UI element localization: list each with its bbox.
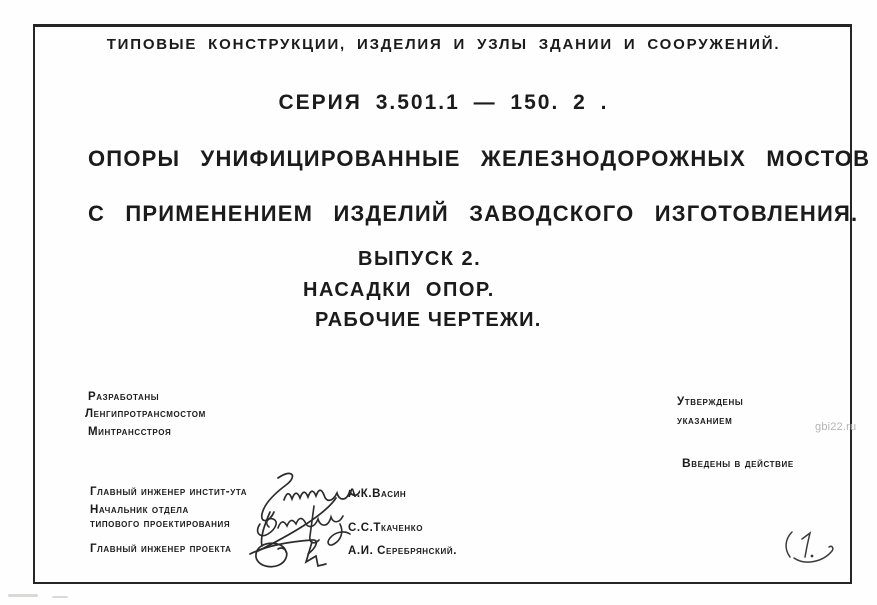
handwritten-page-number-icon (778, 524, 848, 566)
approved-label-line2: указанием (677, 415, 733, 427)
signatory-role-dept-head-line2: типового проектирования (90, 518, 231, 530)
subtitle-line2: РАБОЧИЕ ЧЕРТЕЖИ. (315, 309, 542, 331)
signatory-name-serebryansky: А.И. Серебрянский. (348, 545, 458, 557)
developed-by-org1: Ленгипротрансмостом (85, 408, 206, 420)
enacted-label: Введены в действие (682, 456, 794, 470)
signatory-role-dept-head-line1: Начальник отдела (90, 504, 189, 516)
subtitle-line1: НАСАДКИ ОПОР. (303, 279, 495, 301)
document-header-line: ТИПОВЫЕ КОНСТРУКЦИИ, ИЗДЕЛИЯ И УЗЛЫ ЗДАНИИ И СООРУЖЕНИЙ. (106, 36, 781, 53)
signatory-name-vasin: А.К.Васин (348, 488, 407, 500)
series-number-line: СЕРИЯ 3.501.1 — 150. 2 . (278, 91, 609, 114)
developed-by-org2: Минтрансстроя (88, 426, 172, 438)
signature-serebryansky-icon (246, 534, 346, 576)
issue-number-line: ВЫПУСК 2. (358, 248, 482, 270)
developed-by-label: Разработаны (88, 391, 160, 403)
scan-smudge (52, 596, 68, 598)
signatory-role-chief-project-engineer: Главный инженер проекта (90, 543, 232, 555)
document-title-line2: С ПРИМЕНЕНИЕМ ИЗДЕЛИЙ ЗАВОДСКОГО ИЗГОТОВЛЕНИЯ. (88, 201, 859, 226)
signatory-role-chief-engineer-institute: Главный инженер инстит-ута (90, 486, 248, 498)
scan-smudge (8, 594, 38, 597)
document-title-line1: ОПОРЫ УНИФИЦИРОВАННЫЕ ЖЕЛЕЗНОДОРОЖНЫХ МОСТОВ (88, 146, 871, 171)
signatory-name-tkachenko: С.С.Ткаченко (348, 522, 424, 534)
site-watermark: gbi22.ru (815, 421, 857, 433)
approved-label-line1: Утверждены (677, 396, 744, 408)
